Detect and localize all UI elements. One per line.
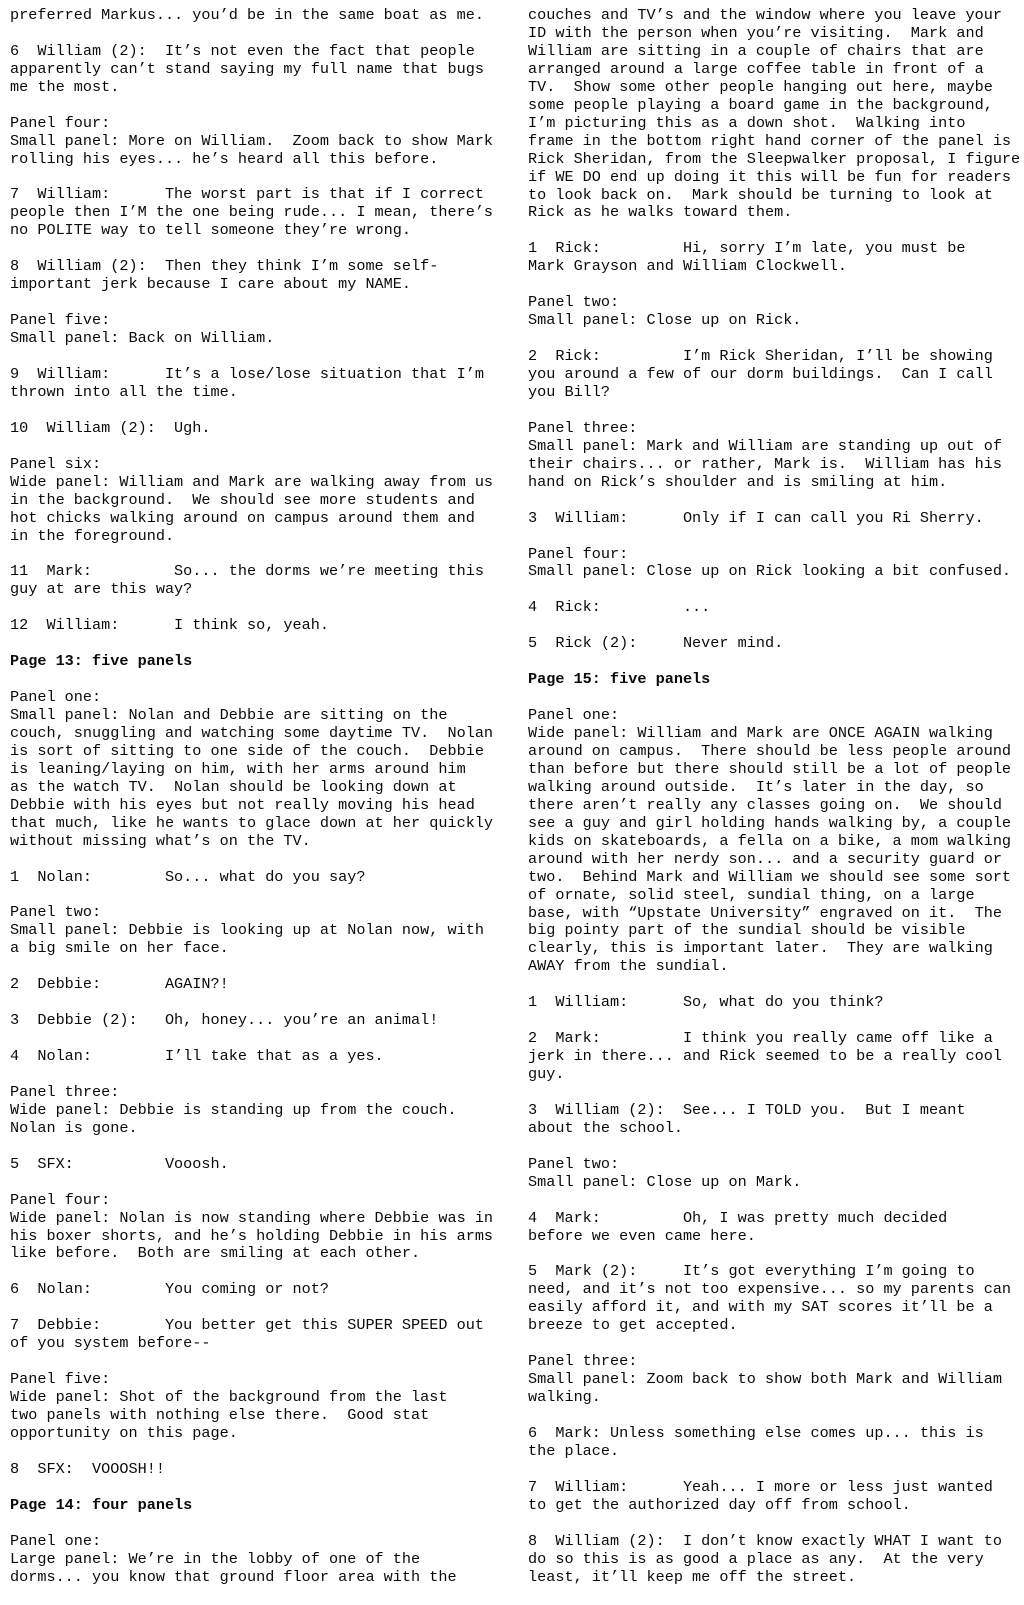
text-line: guy at are this way?	[10, 580, 193, 599]
left-text-block	[10, 563, 505, 599]
text-line: dorms... you know that ground floor area with the	[10, 1567, 457, 1586]
right-text-block	[528, 6, 1021, 222]
text-line: to get the authorized day off from school.	[528, 1495, 911, 1514]
right-column	[528, 6, 1021, 1605]
text-line: Small panel: Close up on Mark.	[528, 1172, 802, 1191]
left-text-block	[10, 258, 505, 294]
text-line: Panel five:	[10, 311, 111, 330]
text-line: Small panel: Close up on Rick looking a bit confused.	[528, 562, 1012, 581]
text-line: 8 SFX: VOOOSH!!	[10, 1459, 165, 1478]
text-line: you Bill?	[528, 382, 611, 401]
text-line: Rick as he walks toward them.	[528, 203, 793, 222]
text-line: Debbie with his eyes but not really moving his head	[10, 795, 475, 814]
text-line: Nolan is gone.	[10, 1118, 138, 1137]
left-text-block	[10, 904, 505, 958]
left-text-block	[10, 420, 505, 438]
text-line: 3 William (2): See... I TOLD you. But I meant	[528, 1100, 966, 1119]
text-line: rolling his eyes... he’s heard all this before.	[10, 149, 439, 168]
text-line: of you system before--	[10, 1334, 211, 1353]
text-line: need, and it’s not too expensive... so my parents can	[528, 1280, 1012, 1299]
text-line: walking.	[528, 1388, 601, 1407]
text-line: 2 Rick: I’m Rick Sheridan, I’ll be showing	[528, 347, 993, 366]
text-line: around with her nerdy son... and a security guard or	[528, 849, 1002, 868]
text-line: Panel five:	[10, 1370, 111, 1389]
text-line: 1 Rick: Hi, sorry I’m late, you must be	[528, 239, 966, 258]
text-line: without missing what’s on the TV.	[10, 831, 311, 850]
text-line: as the watch TV. Nolan should be looking down at	[10, 777, 457, 796]
text-line: Small panel: Debbie is looking up at Nolan now, with	[10, 921, 484, 940]
text-line: 11 Mark: So... the dorms we’re meeting this	[10, 562, 484, 581]
text-line: in the background. We should see more students and	[10, 490, 475, 509]
text-line: couch, snuggling and watching some daytime TV. Nolan	[10, 723, 494, 742]
text-line: Rick Sheridan, from the Sleepwalker proposal, I figure	[528, 149, 1021, 168]
text-line: Wide panel: William and Mark are walking away from us	[10, 472, 494, 491]
text-line: Panel three:	[528, 418, 638, 437]
left-text-block	[10, 1156, 505, 1174]
left-text-block	[10, 7, 505, 25]
text-line: 4 Rick: ...	[528, 598, 711, 617]
text-line: Panel one:	[10, 1531, 102, 1550]
text-line: some people playing a board game in the background,	[528, 95, 993, 114]
left-text-block	[10, 869, 505, 887]
text-line: easily afford it, and with my SAT scores it’ll be a	[528, 1298, 993, 1317]
text-line: 1 William: So, what do you think?	[528, 993, 884, 1012]
left-text-block	[10, 1371, 505, 1443]
text-line: Small panel: Nolan and Debbie are sitting on the	[10, 705, 448, 724]
right-text-block	[528, 510, 1018, 528]
right-text-block	[528, 1479, 1018, 1515]
text-line: two panels with nothing else there. Good stat	[10, 1405, 430, 1424]
text-line: Panel two:	[528, 1154, 620, 1173]
text-line: I’m picturing this as a down shot. Walking into	[528, 113, 966, 132]
text-line: Panel one:	[528, 706, 620, 725]
text-line: people then I’M the one being rude... I mean, there’s	[10, 203, 494, 222]
left-text-block	[10, 1461, 505, 1479]
text-line: arranged around a large coffee table in front of a	[528, 59, 984, 78]
text-line: kids on skateboards, a fella on a bike, a mom walking	[528, 831, 1012, 850]
text-line: 5 SFX: Vooosh.	[10, 1154, 229, 1173]
text-line: opportunity on this page.	[10, 1423, 238, 1442]
text-line: Mark Grayson and William Clockwell.	[528, 257, 847, 276]
text-line: apparently can’t stand saying my full name that bugs	[10, 59, 484, 78]
left-text-block	[10, 43, 505, 97]
text-line: Small panel: Back on William.	[10, 329, 275, 348]
left-text-block	[10, 976, 505, 994]
text-line: around on campus. There should be less people around	[528, 741, 1012, 760]
text-line: 12 William: I think so, yeah.	[10, 616, 329, 635]
text-line: 6 Nolan: You coming or not?	[10, 1280, 329, 1299]
text-line: you around a few of our dorm buildings. Can I call	[528, 365, 993, 384]
left-text-block	[10, 312, 505, 348]
left-text-block	[10, 186, 505, 240]
text-line: thrown into all the time.	[10, 382, 238, 401]
text-line: of ornate, solid steel, sundial thing, on a large	[528, 885, 975, 904]
text-line: breeze to get accepted.	[528, 1316, 738, 1335]
right-text-block	[528, 294, 1018, 330]
text-line: 7 William: Yeah... I more or less just wanted	[528, 1477, 993, 1496]
text-line: couches and TV’s and the window where you leave your	[528, 6, 1002, 24]
text-line: Wide panel: Shot of the background from the last	[10, 1388, 448, 1407]
text-line: 7 William: The worst part is that if I correct	[10, 185, 484, 204]
text-line: 6 William (2): It’s not even the fact that people	[10, 41, 475, 60]
right-text-block	[528, 1102, 1018, 1138]
text-line: Panel three:	[528, 1352, 638, 1371]
right-text-block	[528, 1156, 1018, 1192]
text-line: Small panel: Mark and William are standing up out of	[528, 436, 1002, 455]
text-line: Panel four:	[528, 544, 629, 563]
left-column	[10, 7, 505, 1604]
text-line: is leaning/laying on him, with her arms around him	[10, 759, 466, 778]
text-line: there aren’t really any classes going on. We should	[528, 795, 1002, 814]
right-text-block	[528, 240, 1018, 276]
left-text-block	[10, 115, 505, 169]
text-line: like before. Both are smiling at each other.	[10, 1244, 421, 1263]
left-text-block	[10, 617, 505, 635]
text-line: clearly, this is important later. They are walking	[528, 939, 993, 958]
text-line: Large panel: We’re in the lobby of one of the	[10, 1549, 421, 1568]
text-line: Small panel: Zoom back to show both Mark and William	[528, 1370, 1002, 1389]
text-line: Page 14: four panels	[10, 1495, 193, 1514]
text-line: Panel one:	[10, 688, 102, 707]
text-line: 4 Nolan: I’ll take that as a yes.	[10, 1047, 384, 1066]
right-page-heading	[528, 671, 1018, 689]
right-text-block	[528, 635, 1018, 653]
text-line: Page 15: five panels	[528, 670, 711, 689]
text-line: their chairs... or rather, Mark is. William has his	[528, 454, 1002, 473]
text-line: Wide panel: William and Mark are ONCE AGAIN walking	[528, 723, 993, 742]
text-line: ID with the person when you’re visiting. Mark and	[528, 23, 984, 42]
text-line: 5 Rick (2): Never mind.	[528, 634, 784, 653]
text-line: hand on Rick’s shoulder and is smiling at him.	[528, 472, 948, 491]
text-line: base, with “Upstate University” engraved on it. The	[528, 903, 1002, 922]
text-line: jerk in there... and Rick seemed to be a really cool	[528, 1047, 1002, 1066]
text-line: frame in the bottom right hand corner of the panel is	[528, 131, 1012, 150]
text-line: hot chicks walking around on campus around them and	[10, 508, 475, 527]
text-line: Wide panel: Debbie is standing up from the couch.	[10, 1100, 457, 1119]
text-line: walking around outside. It’s later in the day, so	[528, 777, 984, 796]
text-line: AWAY from the sundial.	[528, 957, 729, 976]
right-text-block	[528, 1353, 1018, 1407]
text-line: two. Behind Mark and William we should see some sort	[528, 867, 1012, 886]
text-line: William are sitting in a couple of chairs that are	[528, 41, 984, 60]
text-line: preferred Markus... you’d be in the same boat as me.	[10, 6, 484, 24]
text-line: Page 13: five panels	[10, 652, 193, 671]
text-line: if WE DO end up doing it this will be fun for readers	[528, 167, 1012, 186]
right-text-block	[528, 994, 1018, 1012]
text-line: no POLITE way to tell someone they’re wrong.	[10, 221, 412, 240]
text-line: 3 Debbie (2): Oh, honey... you’re an animal!	[10, 1011, 439, 1030]
text-line: me the most.	[10, 77, 120, 96]
text-line: to look back on. Mark should be turning to look at	[528, 185, 993, 204]
text-line: in the foreground.	[10, 526, 175, 545]
left-text-block	[10, 456, 505, 546]
text-line: Panel four:	[10, 1190, 111, 1209]
left-text-block	[10, 689, 505, 851]
text-line: Wide panel: Nolan is now standing where Debbie was in	[10, 1208, 494, 1227]
text-line: Panel six:	[10, 454, 102, 473]
right-text-block	[528, 707, 1018, 976]
text-line: see a guy and girl holding hands walking by, a couple	[528, 813, 1012, 832]
text-line: big pointy part of the sundial should be visible	[528, 921, 966, 940]
text-line: 8 William (2): I don’t know exactly WHAT I want to	[528, 1531, 1002, 1550]
text-line: that much, like he wants to glace down at her quickly	[10, 813, 494, 832]
text-line: about the school.	[528, 1118, 683, 1137]
left-text-block	[10, 366, 505, 402]
right-text-block	[528, 1533, 1018, 1587]
text-line: than before but there should still be a lot of people	[528, 759, 1012, 778]
text-line: 6 Mark: Unless something else comes up... this is	[528, 1424, 984, 1443]
left-text-block	[10, 1084, 505, 1138]
text-line: Panel three:	[10, 1082, 120, 1101]
text-line: 4 Mark: Oh, I was pretty much decided	[528, 1208, 948, 1227]
text-line: TV. Show some other people hanging out here, maybe	[528, 77, 993, 96]
text-line: 3 William: Only if I can call you Ri Sherry.	[528, 508, 984, 527]
left-page-heading	[10, 1497, 505, 1515]
text-line: Panel two:	[528, 293, 620, 312]
text-line: Panel two:	[10, 903, 102, 922]
text-line: the place.	[528, 1441, 620, 1460]
right-text-block	[528, 348, 1018, 402]
right-text-block	[528, 1210, 1018, 1246]
left-text-block	[10, 1012, 505, 1030]
text-line: 5 Mark (2): It’s got everything I’m going to	[528, 1262, 975, 1281]
left-text-block	[10, 1048, 505, 1066]
text-line: before we even came here.	[528, 1226, 756, 1245]
text-line: 2 Mark: I think you really came off like a	[528, 1029, 993, 1048]
text-line: 2 Debbie: AGAIN?!	[10, 975, 229, 994]
text-line: a big smile on her face.	[10, 939, 229, 958]
left-text-block	[10, 1533, 505, 1587]
text-line: his boxer shorts, and he’s holding Debbie in his arms	[10, 1226, 494, 1245]
text-line: guy.	[528, 1065, 565, 1084]
right-text-block	[528, 546, 1018, 582]
left-text-block	[10, 1281, 505, 1299]
text-line: 9 William: It’s a lose/lose situation that I’m	[10, 364, 484, 383]
text-line: 8 William (2): Then they think I’m some self-	[10, 257, 439, 276]
left-page-heading	[10, 653, 505, 671]
right-text-block	[528, 420, 1018, 492]
text-line: least, it’ll keep me off the street.	[528, 1567, 857, 1586]
text-line: Small panel: Close up on Rick.	[528, 311, 802, 330]
right-text-block	[528, 1030, 1018, 1084]
text-line: important jerk because I care about my NAME.	[10, 275, 412, 294]
right-text-block	[528, 1263, 1018, 1335]
text-line: Panel four:	[10, 113, 111, 132]
left-text-block	[10, 1192, 505, 1264]
left-text-block	[10, 1317, 505, 1353]
right-text-block	[528, 599, 1018, 617]
text-line: 1 Nolan: So... what do you say?	[10, 867, 366, 886]
text-line: 10 William (2): Ugh.	[10, 418, 211, 437]
right-text-block	[528, 1425, 1018, 1461]
text-line: Small panel: More on William. Zoom back to show Mark	[10, 131, 494, 150]
text-line: is sort of sitting to one side of the couch. Debbie	[10, 741, 484, 760]
text-line: 7 Debbie: You better get this SUPER SPEED out	[10, 1316, 484, 1335]
text-line: do so this is as good a place as any. At the very	[528, 1549, 984, 1568]
